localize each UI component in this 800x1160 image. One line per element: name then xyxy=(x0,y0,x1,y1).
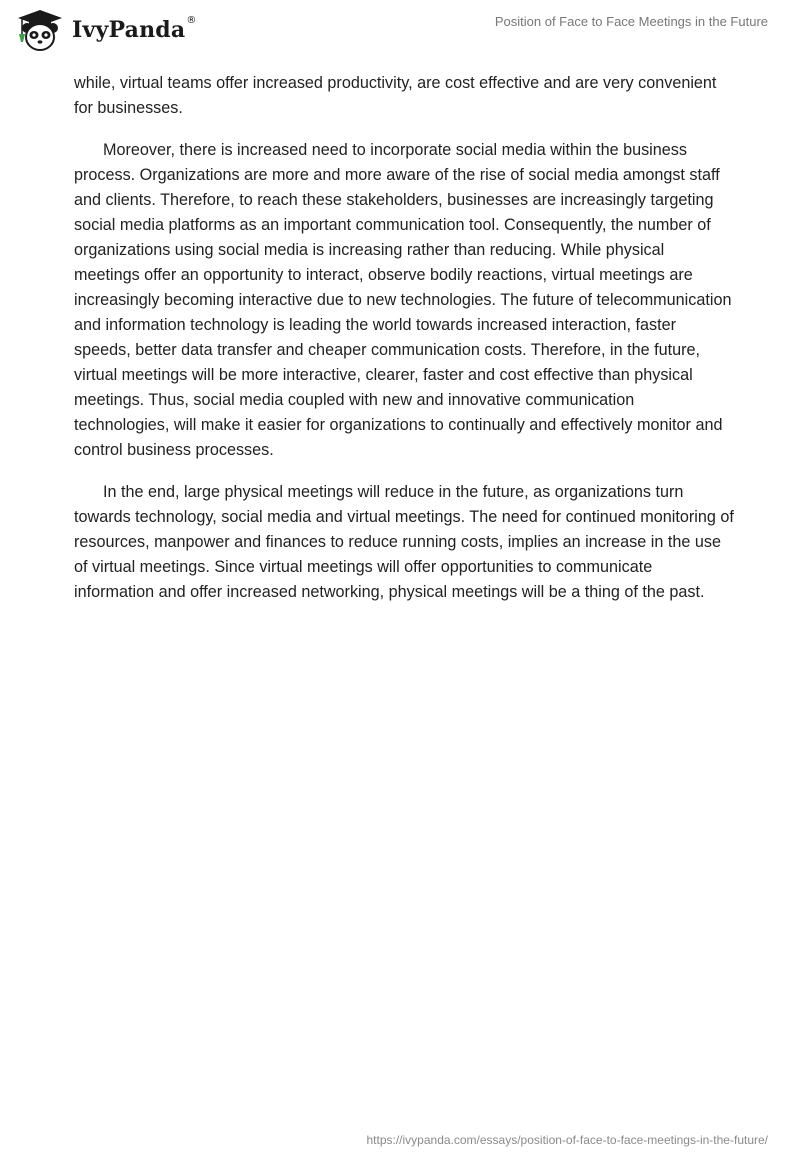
brand-logo[interactable] xyxy=(14,8,196,52)
document-title: Position of Face to Face Meetings in the Future xyxy=(494,14,768,29)
registered-mark: ® xyxy=(186,14,197,26)
paragraph-continuation: while, virtual teams offer increased productivity, are cost effective and are very convenient for businesses. xyxy=(74,74,717,117)
essay-body xyxy=(74,71,734,622)
brand-name: IvyPanda xyxy=(72,17,186,43)
page-header xyxy=(0,0,800,70)
panda-graduate-icon xyxy=(14,8,66,52)
paragraph: Moreover, there is increased need to incorporate social media within the business process. Organizations are more and more aware of the rise of social media amongst staff and clients. Therefore, to reach these stakeholders, businesses are increasingly targeting social media platforms as an important communication tool. Consequently, the number of organizations using social media is increasing rather than reducing. While physical meetings offer an opportunity to interact, observe bodily reactions, virtual meetings are increasingly becoming interactive due to new technologies. The future of telecommunication and information technology is leading the world towards increased interaction, faster speeds, better data transfer and cheaper communication costs. Therefore, in the future, virtual meetings will be more interactive, clearer, faster and cost effective than physical meetings. Thus, social media coupled with new and innovative communication technologies, will make it easier for organizations to continually and effectively monitor and control business processes. xyxy=(74,141,732,459)
source-url[interactable]: https://ivypanda.com/essays/position-of-face-to-face-meetings-in-the-future/ xyxy=(366,1133,768,1147)
paragraph: In the end, large physical meetings will reduce in the future, as organizations turn towards technology, social media and virtual meetings. The need for continued monitoring of resources, manpower and finances to reduce running costs, implies an increase in the use of virtual meetings. Since virtual meetings will offer opportunities to communicate information and offer increased networking, physical meetings will be a thing of the past. xyxy=(74,483,734,601)
